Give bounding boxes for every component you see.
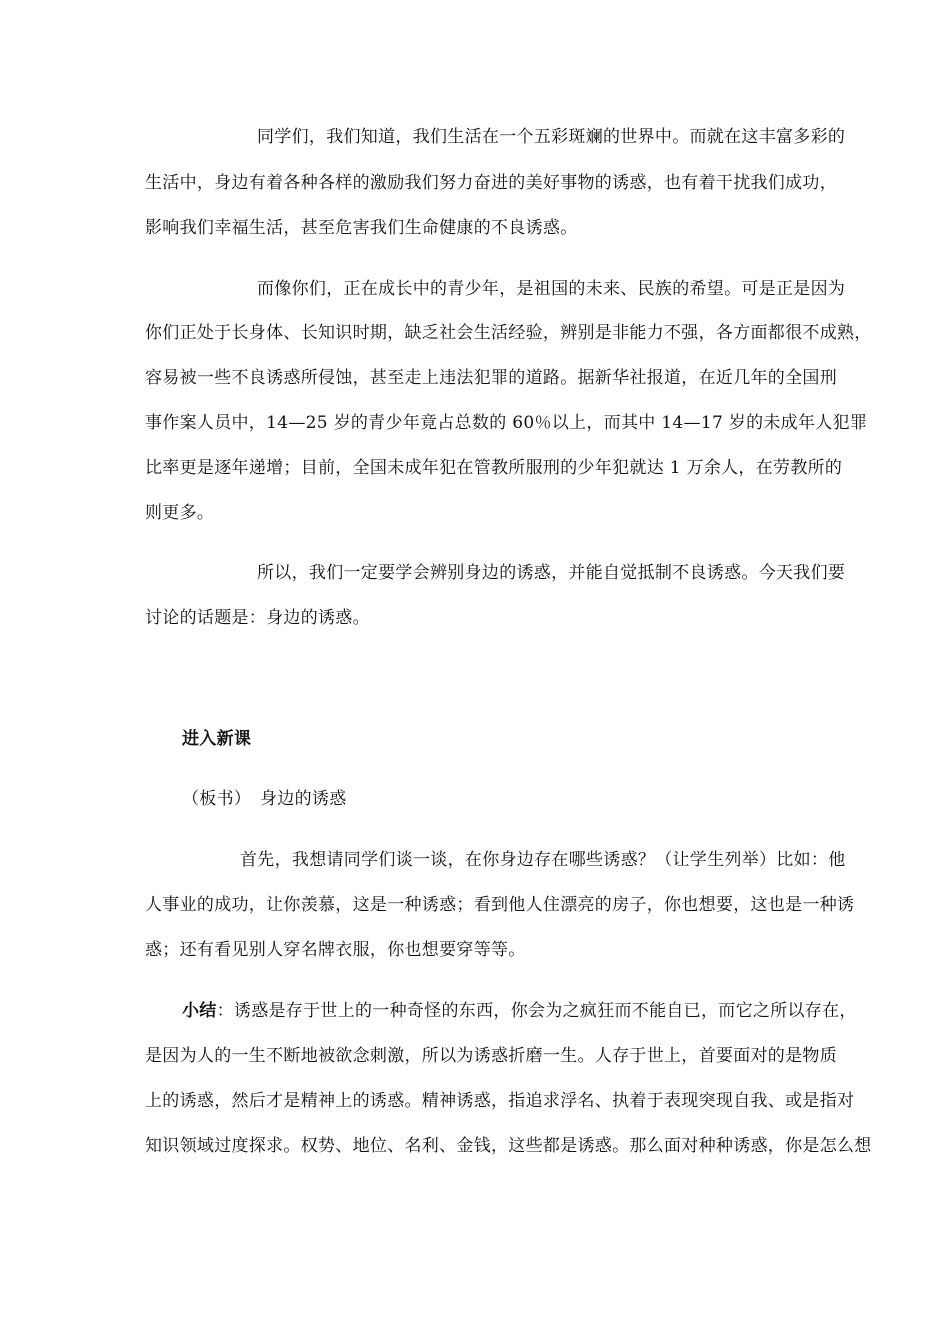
section-heading: 进入新课 <box>182 729 252 749</box>
intro-p2-line: 而像你们，正在成长中的青少年，是祖国的未来、民族的希望。可是正是因为 <box>257 279 846 299</box>
intro-p3-line: 讨论的话题是：身边的诱惑。 <box>145 608 370 628</box>
intro-p2-line: 容易被一些不良诱惑所侵蚀，甚至走上违法犯罪的道路。据新华社报道，在近几年的全国刑 <box>145 368 837 388</box>
p4-line: 人事业的成功，让你羡慕，这是一种诱惑；看到他人住漂亮的房子，你也想要，这也是一种诱 <box>145 895 855 915</box>
intro-p2-line: 事作案人员中，14—25 岁的青少年竟占总数的 60％以上，而其中 14—17 岁的未成年人犯罪 <box>145 413 868 433</box>
intro-p2-line: 则更多。 <box>145 503 215 523</box>
summary-first-line-text: ：诱惑是存于世上的一种奇怪的东西，你会为之疯狂而不能自已，而它之所以存在， <box>216 1001 857 1021</box>
summary-first-line <box>182 1001 857 1021</box>
intro-p2-line: 比率更是逐年递增；目前，全国未成年犯在管教所服刑的少年犯就达 1 万余人，在劳教所的 <box>145 458 843 478</box>
summary-line: 知识领域过度探求。权势、地位、名利、金钱，这些都是诱惑。那么面对种种诱惑，你是怎么想 <box>145 1136 872 1156</box>
board-note: （板书） 身边的诱惑 <box>182 789 347 809</box>
intro-p1-line: 生活中，身边有着各种各样的激励我们努力奋进的美好事物的诱惑，也有着干扰我们成功， <box>145 173 837 193</box>
intro-p1-line: 影响我们幸福生活，甚至危害我们生命健康的不良诱惑。 <box>145 218 578 238</box>
intro-p3-line: 所以，我们一定要学会辨别身边的诱惑，并能自觉抵制不良诱惑。今天我们要 <box>257 563 846 583</box>
summary-label: 小结 <box>182 1001 217 1021</box>
p4-line: 首先，我想请同学们谈一谈，在你身边存在哪些诱惑？（让学生列举）比如：他 <box>240 850 846 870</box>
summary-line: 上的诱惑，然后才是精神上的诱惑。精神诱惑，指追求浮名、执着于表现突现自我、或是指对 <box>145 1091 855 1111</box>
p4-line: 惑；还有看见别人穿名牌衣服，你也想要穿等等。 <box>145 940 526 960</box>
summary-line: 是因为人的一生不断地被欲念刺激，所以为诱惑折磨一生。人存于世上，首要面对的是物质 <box>145 1046 837 1066</box>
intro-p1-line: 同学们，我们知道，我们生活在一个五彩斑斓的世界中。而就在这丰富多彩的 <box>257 127 846 147</box>
intro-p2-line: 你们正处于长身体、长知识时期，缺乏社会生活经验，辨别是非能力不强，各方面都很不成熟， <box>145 323 872 343</box>
